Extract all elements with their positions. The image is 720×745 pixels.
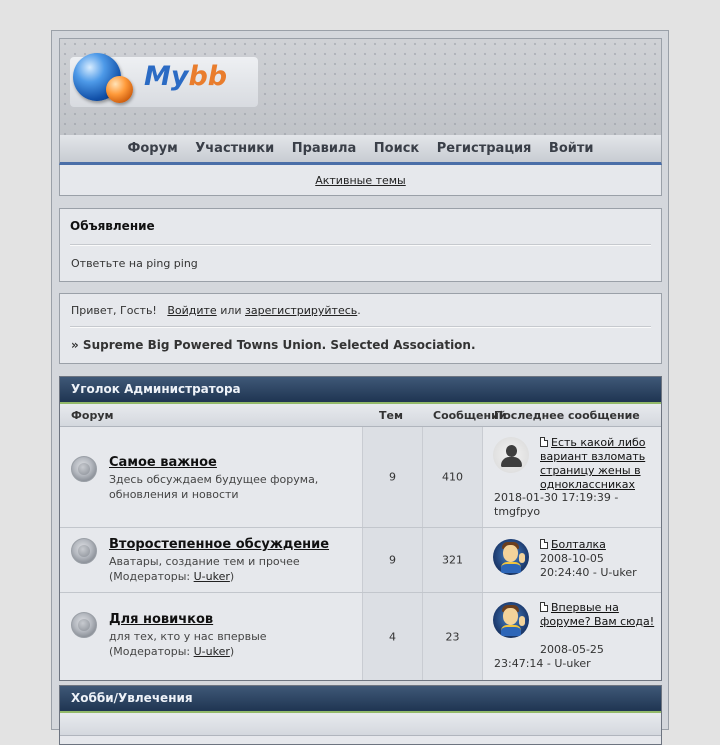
topic-count: 9	[389, 553, 396, 567]
document-icon	[540, 539, 548, 549]
sub-navigation	[59, 165, 662, 196]
post-count: 321	[442, 553, 463, 567]
divider	[70, 326, 651, 328]
main-navigation	[59, 135, 662, 165]
guest-greeting: Привет, Гость! Войдите или зарегистрируйтесь.	[71, 304, 361, 317]
last-post-meta: 2018-01-30 17:19:39 - tmgfpyo	[494, 491, 619, 518]
login-link[interactable]: Войдите	[167, 304, 217, 317]
logo-text: Mybb	[144, 61, 228, 92]
topic-count: 9	[389, 470, 396, 484]
last-post-link: Болталка	[540, 538, 656, 552]
document-icon	[540, 437, 548, 447]
nav-members[interactable]: Участники	[195, 141, 275, 156]
forum-link[interactable]: Самое важное	[109, 455, 217, 470]
forum-link[interactable]: Для новичков	[109, 612, 214, 627]
user-avatar-icon[interactable]	[493, 539, 529, 575]
forum-status-icon	[71, 456, 97, 482]
post-count: 410	[442, 470, 463, 484]
announcement-box	[59, 208, 662, 282]
nav-search[interactable]: Поиск	[373, 141, 420, 156]
page-wrapper	[51, 30, 669, 730]
category-admin-corner	[59, 376, 662, 681]
category-title[interactable]: Хобби/Увлечения	[60, 686, 661, 713]
last-post-meta: 2008-05-25 23:47:14 - U-uker	[494, 643, 604, 670]
active-topics-link[interactable]: Активные темы	[315, 174, 406, 187]
nav-register[interactable]: Регистрация	[436, 141, 532, 156]
announcement-text: Ответьте на ping ping	[71, 257, 198, 270]
category-title[interactable]: Уголок Администратора	[60, 377, 661, 404]
forum-row	[60, 593, 661, 680]
forum-row	[60, 427, 661, 528]
announcement-title: Объявление	[70, 219, 155, 233]
column-last-post: Последнее сообщение	[494, 409, 640, 422]
nav-rules[interactable]: Правила	[291, 141, 357, 156]
forum-table-header	[60, 404, 661, 427]
post-count: 23	[445, 630, 460, 643]
forum-description: для тех, кто у нас впервые (Модераторы: U-uker)	[109, 630, 267, 658]
document-icon	[540, 602, 548, 612]
register-link[interactable]: зарегистрируйтесь	[245, 304, 358, 317]
topic-count: 4	[389, 630, 396, 643]
welcome-box	[59, 293, 662, 364]
column-forum: Форум	[71, 409, 114, 422]
last-post-link: Есть какой либо вариант взломать страницу жены в одноклассниках	[540, 436, 646, 491]
moderator-link[interactable]: U-uker	[193, 570, 230, 583]
user-avatar-icon[interactable]	[493, 602, 529, 638]
nav-login[interactable]: Войти	[548, 141, 594, 156]
logo-orange-sphere-icon	[106, 76, 133, 103]
mybb-logo[interactable]	[70, 57, 258, 107]
divider	[70, 244, 651, 246]
column-topics: Тем	[379, 409, 403, 422]
forum-table-header	[60, 713, 661, 736]
category-hobbies	[59, 685, 662, 745]
last-post-meta: 2008-10-05 20:24:40 - U-uker	[540, 552, 637, 579]
last-post-link: Впервые на форуме? Вам сюда!	[540, 601, 655, 628]
forum-status-icon	[71, 538, 97, 564]
nav-forum[interactable]: Форум	[127, 141, 178, 156]
forum-description: Здесь обсуждаем будущее форума, обновления и новости	[109, 473, 319, 501]
user-avatar-icon[interactable]	[493, 437, 529, 473]
forum-description: Аватары, создание тем и прочее (Модераторы: U-uker)	[109, 555, 300, 583]
forum-description: » Supreme Big Powered Towns Union. Selected Association.	[71, 338, 476, 352]
moderator-link[interactable]: U-uker	[193, 645, 230, 658]
forum-link[interactable]: Второстепенное обсуждение	[109, 537, 330, 552]
forum-status-icon	[71, 612, 97, 638]
column-posts: Сообщений	[433, 409, 507, 422]
forum-row	[60, 528, 661, 593]
